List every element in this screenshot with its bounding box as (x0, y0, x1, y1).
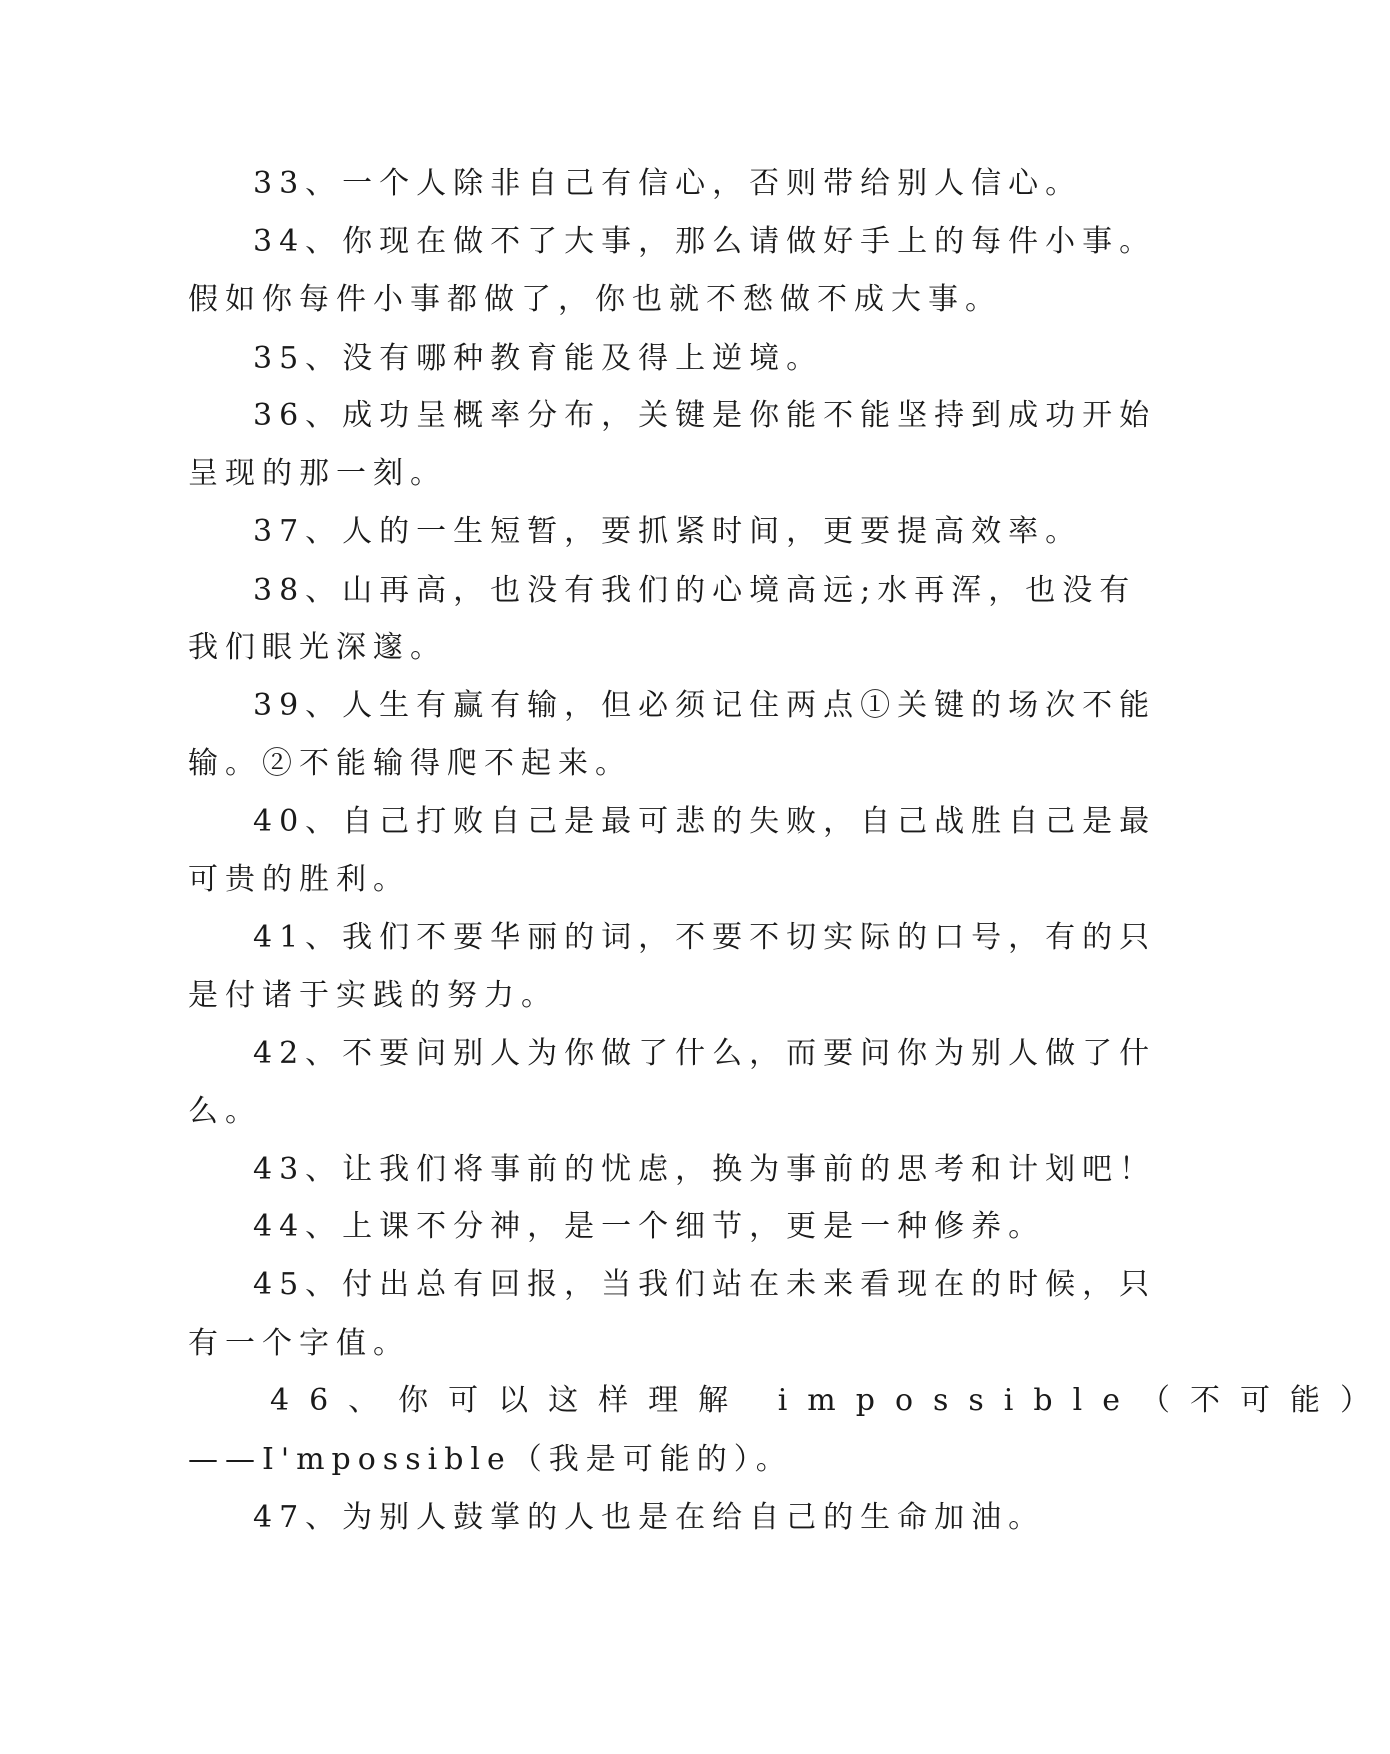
item-34-line-2: 假如你每件小事都做了，你也就不愁做不成大事。 (188, 282, 1002, 317)
item-40-line-1: 40、自己打败自己是最可悲的失败，自己战胜自己是最 (253, 804, 1157, 839)
item-35-line-1: 35、没有哪种教育能及得上逆境。 (253, 341, 824, 376)
item-40-line-2: 可贵的胜利。 (188, 862, 410, 897)
item-47-line-1: 47、为别人鼓掌的人也是在给自己的生命加油。 (253, 1500, 1046, 1535)
item-46-line-1: 46、你可以这样理解 impossible（不可能） (270, 1383, 1390, 1418)
item-41-line-1: 41、我们不要华丽的词，不要不切实际的口号，有的只 (253, 920, 1157, 955)
item-41-line-2: 是付诸于实践的努力。 (188, 978, 558, 1013)
item-45-line-2: 有一个字值。 (188, 1326, 410, 1361)
item-46-line-2: ——I'mpossible（我是可能的）。 (188, 1442, 793, 1477)
item-33-line-1: 33、一个人除非自己有信心，否则带给别人信心。 (253, 166, 1083, 201)
item-39-line-2: 输。②不能输得爬不起来。 (188, 746, 632, 781)
item-36-line-2: 呈现的那一刻。 (188, 456, 447, 491)
item-37-line-1: 37、人的一生短暂，要抓紧时间，更要提高效率。 (253, 514, 1083, 549)
item-38-line-1: 38、山再高，也没有我们的心境高远;水再浑，也没有 (253, 573, 1137, 608)
item-42-line-1: 42、不要问别人为你做了什么，而要问你为别人做了什 (253, 1036, 1157, 1071)
item-44-line-1: 44、上课不分神，是一个细节，更是一种修养。 (253, 1209, 1046, 1244)
item-38-line-2: 我们眼光深邃。 (188, 630, 447, 665)
item-45-line-1: 45、付出总有回报，当我们站在未来看现在的时候，只 (253, 1267, 1157, 1302)
item-42-line-2: 么。 (188, 1094, 262, 1129)
item-39-line-1: 39、人生有赢有输，但必须记住两点①关键的场次不能 (253, 688, 1157, 723)
item-43-line-1: 43、让我们将事前的忧虑，换为事前的思考和计划吧！ (253, 1152, 1157, 1187)
item-34-line-1: 34、你现在做不了大事，那么请做好手上的每件小事。 (253, 224, 1157, 259)
item-36-line-1: 36、成功呈概率分布，关键是你能不能坚持到成功开始 (253, 398, 1157, 433)
